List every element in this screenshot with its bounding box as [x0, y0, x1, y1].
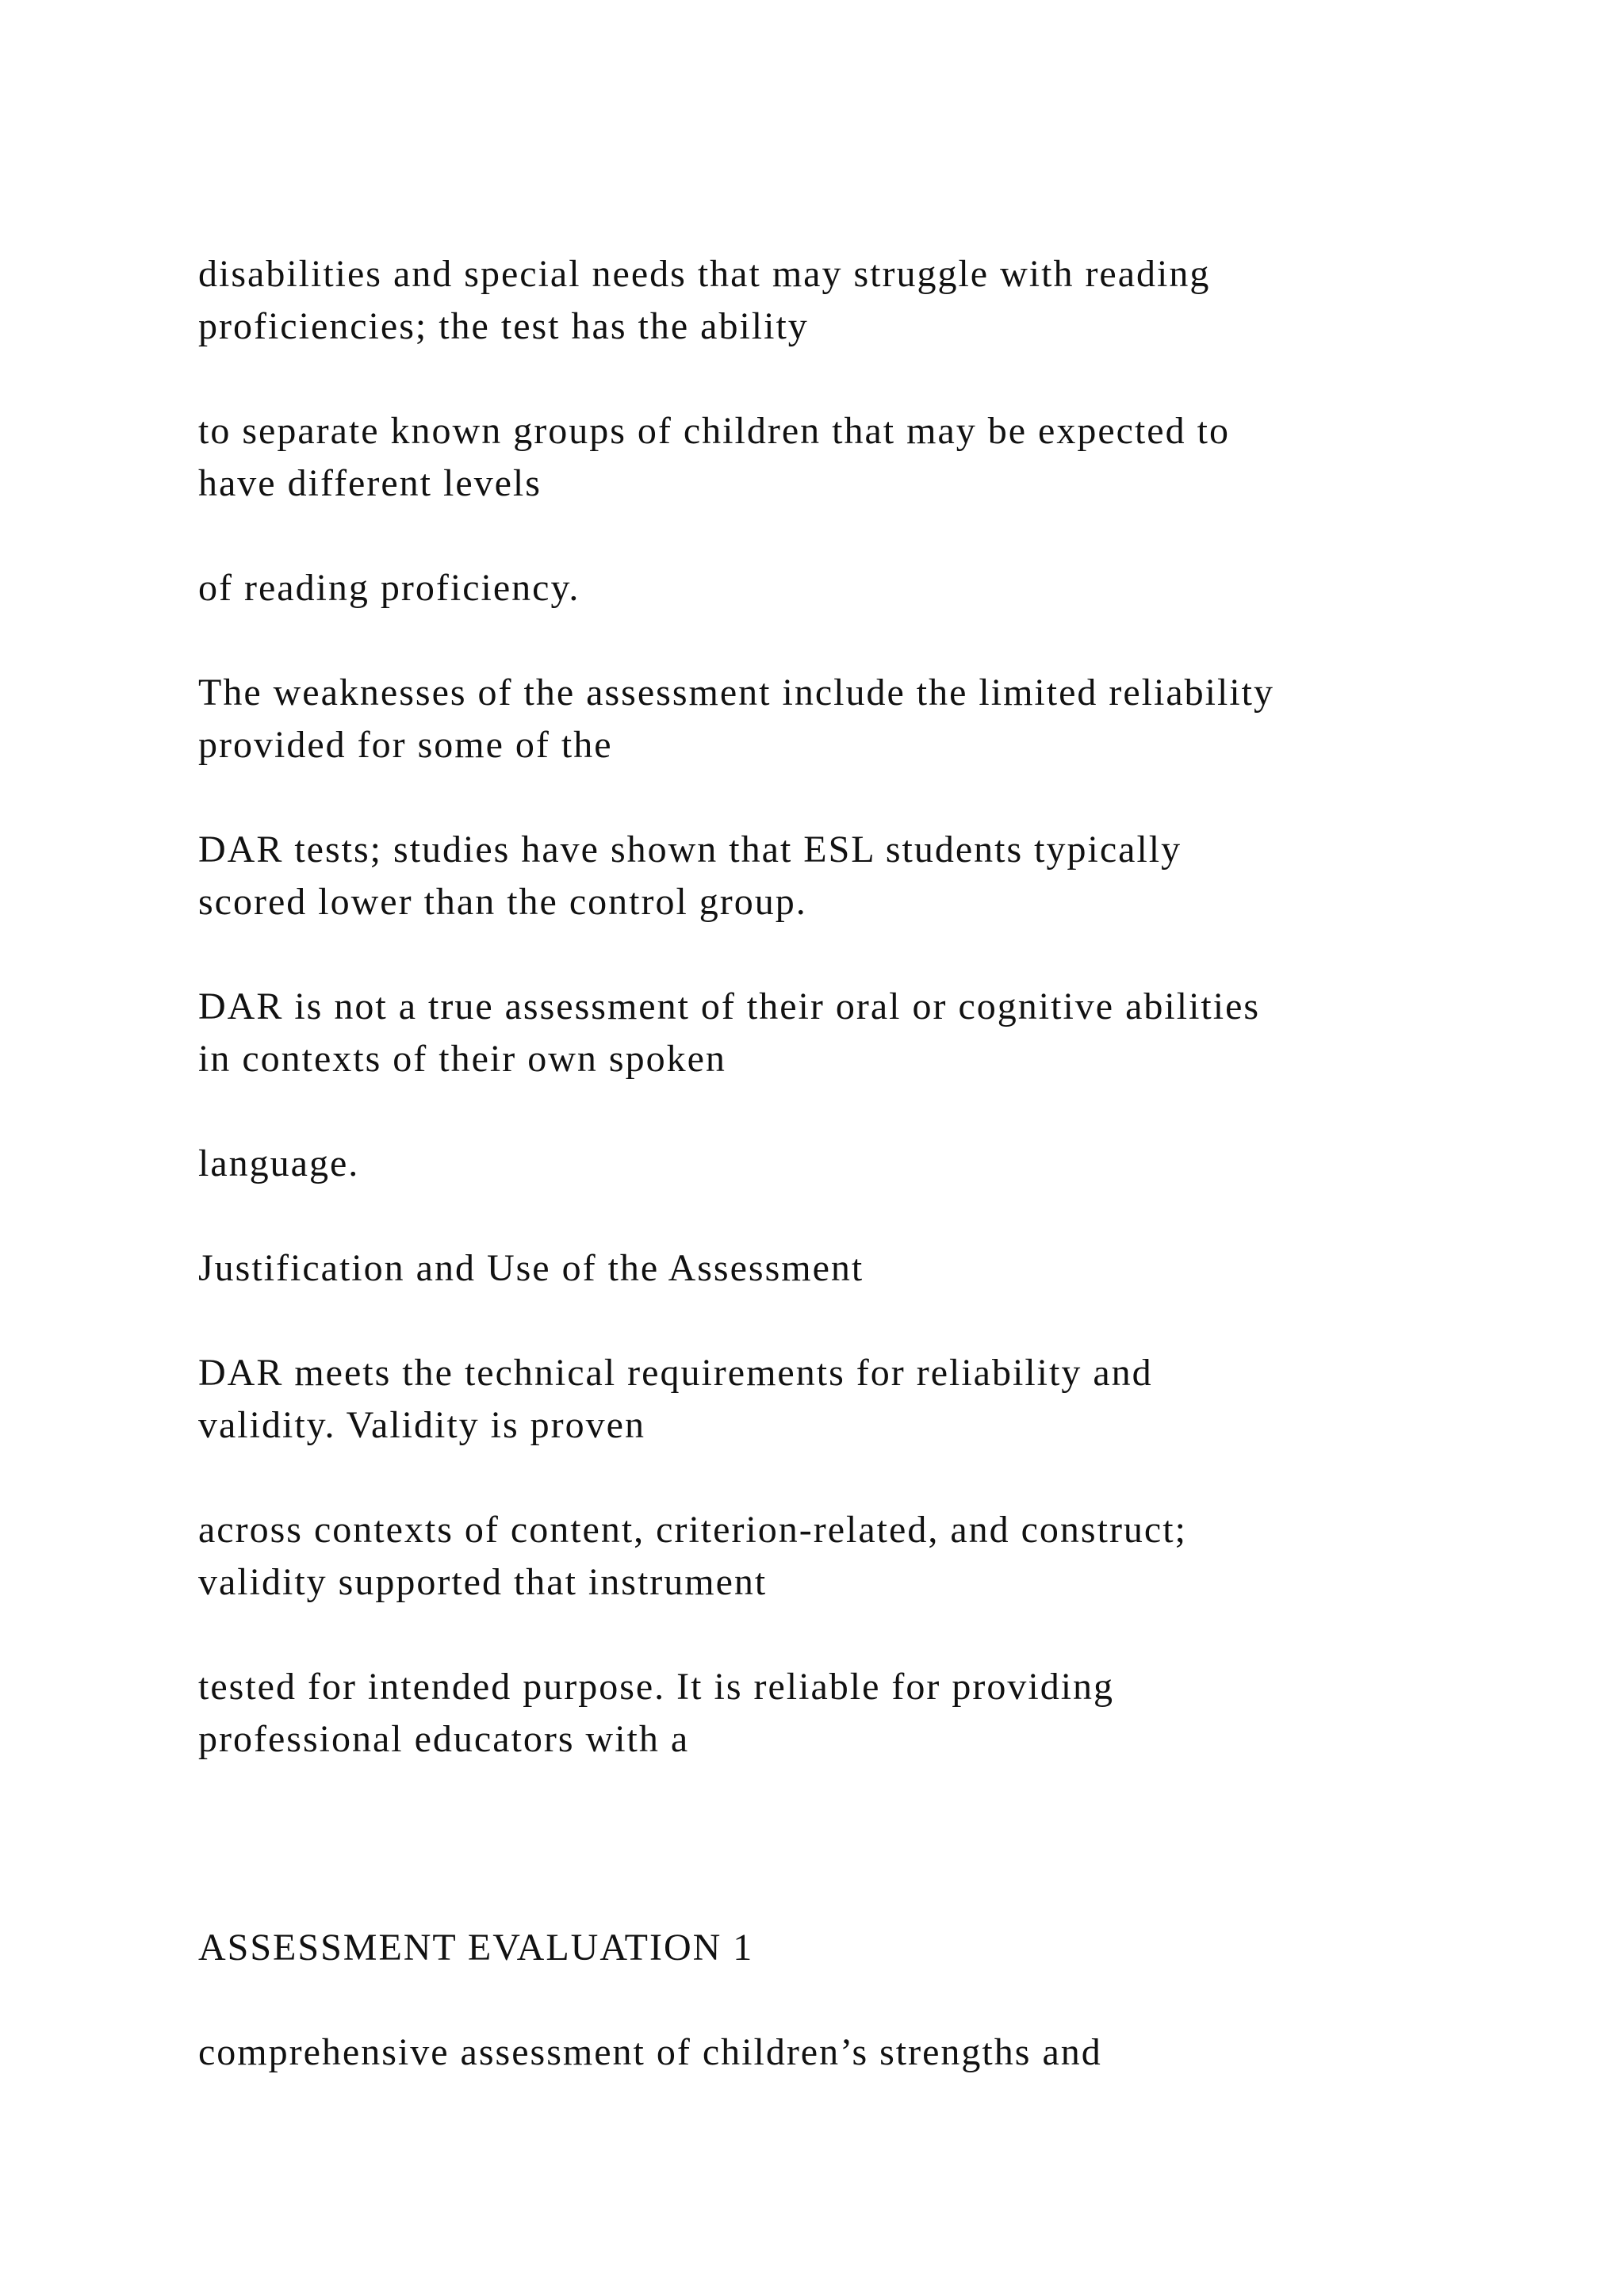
text-line: Justification and Use of the Assessment: [198, 1247, 864, 1289]
text-line: across contexts of content, criterion-related, and construct;: [198, 1509, 1187, 1551]
text-line: language.: [198, 1142, 360, 1184]
text-line: validity supported that instrument: [198, 1561, 768, 1603]
text-line: validity. Validity is proven: [198, 1404, 645, 1446]
paragraph-tested-for: [198, 1661, 1499, 1766]
text-line: The weaknesses of the assessment include the limited reliability: [198, 672, 1274, 714]
text-line: in contexts of their own spoken: [198, 1038, 726, 1080]
paragraph-dar-tests: [198, 824, 1499, 928]
text-line: DAR meets the technical requirements for reliability and: [198, 1352, 1153, 1394]
paragraph-weaknesses: [198, 667, 1499, 771]
text-line: have different levels: [198, 462, 542, 504]
paragraph-comprehensive: [198, 2026, 1499, 2079]
paragraph-disabilities: [198, 248, 1499, 353]
text-line: DAR is not a true assessment of their oral or cognitive abilities: [198, 985, 1261, 1027]
text-line: to separate known groups of children that may be expected to: [198, 410, 1230, 452]
text-line: scored lower than the control group.: [198, 881, 807, 923]
paragraph-language: [198, 1138, 1499, 1190]
text-line: provided for some of the: [198, 724, 613, 766]
paragraph-separate-groups: [198, 405, 1499, 510]
paragraph-reading-proficiency: [198, 562, 1499, 614]
text-line: proficiencies; the test has the ability: [198, 305, 809, 347]
text-line: of reading proficiency.: [198, 567, 580, 609]
text-line: disabilities and special needs that may struggle with reading: [198, 253, 1211, 295]
running-header: [198, 1922, 1499, 1974]
text-line: DAR tests; studies have shown that ESL students typically: [198, 828, 1182, 871]
text-line: comprehensive assessment of children’s strengths and: [198, 2031, 1102, 2073]
text-line: tested for intended purpose. It is reliable for providing: [198, 1666, 1115, 1708]
section-heading-justification: [198, 1242, 1499, 1295]
paragraph-dar-meets: [198, 1347, 1499, 1452]
text-line: ASSESSMENT EVALUATION 1: [198, 1927, 754, 1969]
paragraph-across-contexts: [198, 1504, 1499, 1609]
text-line: professional educators with a: [198, 1718, 690, 1760]
paragraph-dar-not-true: [198, 981, 1499, 1085]
